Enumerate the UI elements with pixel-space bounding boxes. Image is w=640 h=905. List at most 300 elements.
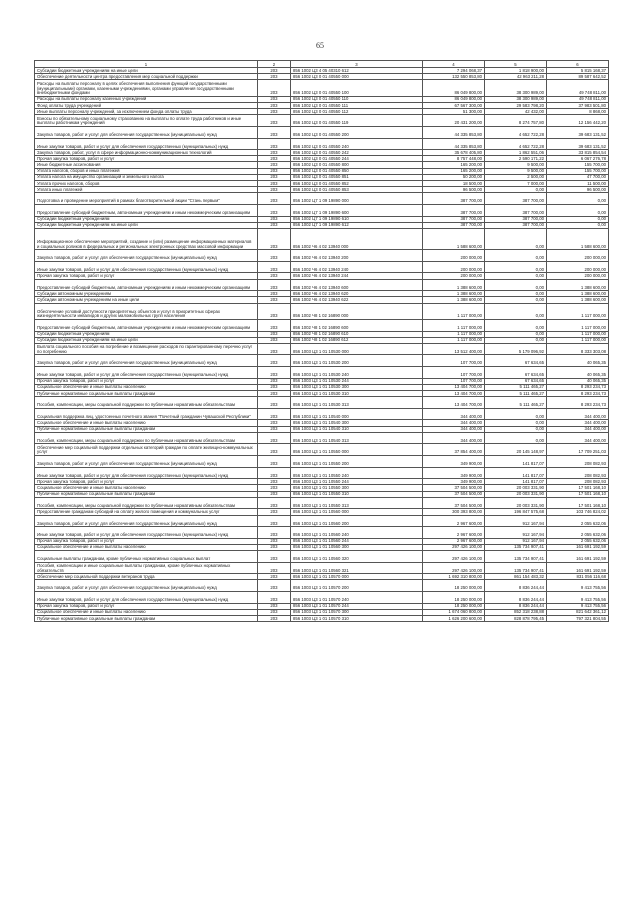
row-kbk-cell: 856 1002 Ц7 1 09 19890 612 (291, 222, 423, 228)
row-name-cell: Предоставление субсидий бюджетным, автономным учреждениям и иным некоммерческим организациям (35, 319, 258, 331)
row-approved-cell: 1 388 600,00 (423, 279, 485, 291)
row-code-cell: 203 (258, 527, 291, 539)
row-executed-cell: 141 817,07 (485, 455, 547, 467)
row-name-cell: Информационное обеспечение мероприятий, создание и (или) размещение информационных материалов и социальных роликов в федеральных и региональных электронных средствах массовой информации (35, 228, 258, 249)
table-row (35, 391, 609, 397)
table-row (35, 491, 609, 497)
row-approved-cell: 18 500,00 (423, 181, 485, 187)
row-remaining-cell: 17 501 168,10 (547, 497, 609, 509)
row-name-cell: Уплата налога на имущество организаций и земельного налога (35, 174, 258, 180)
row-name-cell: Закупка товаров, работ и услуг для обеспечения государственных (муниципальных) нужд (35, 126, 258, 138)
row-code-cell: 203 (258, 115, 291, 127)
column-number-6: 6 (547, 61, 609, 68)
row-executed-cell: 29 583 798,20 (485, 102, 547, 108)
row-executed-cell: 0,00 (485, 187, 547, 193)
row-kbk-cell: 856 1002 Ц3 0 01 40550 850 (291, 168, 423, 174)
table-row (35, 222, 609, 228)
row-remaining-cell: 1 117 000,00 (547, 303, 609, 319)
row-executed-cell: 42 963 211,28 (485, 74, 547, 80)
row-approved-cell: 13 404 700,00 (423, 384, 485, 390)
row-code-cell: 203 (258, 279, 291, 291)
row-approved-cell: 349 900,00 (423, 467, 485, 479)
row-remaining-cell: 200 000,00 (547, 250, 609, 262)
row-approved-cell: 37 504 500,00 (423, 485, 485, 491)
row-remaining-cell: 0,00 (547, 216, 609, 222)
row-remaining-cell: 8 293 234,73 (547, 397, 609, 409)
row-approved-cell: 7 294 068,37 (423, 68, 485, 74)
row-executed-cell: 5 179 096,92 (485, 343, 547, 355)
row-code-cell: 203 (258, 96, 291, 102)
row-approved-cell: 2 967 600,00 (423, 515, 485, 527)
row-name-cell: Обеспечение мер социальной поддержки ветеранов труда (35, 574, 258, 580)
row-name-cell: Социальное обеспечение и иные выплаты населению (35, 384, 258, 390)
row-kbk-cell: 856 1002 Ц3 0 01 40550 800 (291, 162, 423, 168)
row-remaining-cell: 1 388 600,00 (547, 297, 609, 303)
row-code-cell: 203 (258, 222, 291, 228)
row-executed-cell: 0,00 (485, 337, 547, 343)
row-code-cell: 203 (258, 193, 291, 205)
table-row (35, 250, 609, 262)
row-approved-cell: 344 400,00 (423, 432, 485, 444)
row-kbk-cell: 856 1002 Ц3 0 01 40550 100 (291, 80, 423, 96)
row-remaining-cell: 40 065,35 (547, 355, 609, 367)
row-kbk-cell: 856 1002 Ц3 4 05 40310 612 (291, 68, 423, 74)
row-executed-cell: 4 652 722,28 (485, 138, 547, 150)
row-executed-cell: 0,00 (485, 297, 547, 303)
row-executed-cell: 8 274 757,80 (485, 115, 547, 127)
row-kbk-cell: 856 1003 Ц3 1 01 10570 240 (291, 592, 423, 604)
row-executed-cell: 20 145 148,97 (485, 444, 547, 456)
row-code-cell: 203 (258, 479, 291, 485)
row-name-cell: Закупка товаров, работ, услуг в сфере информационно-коммуникационных технологий (35, 150, 258, 156)
row-remaining-cell: 49 748 811,00 (547, 80, 609, 96)
row-approved-cell: 200 000,00 (423, 261, 485, 273)
row-approved-cell: 1 117 000,00 (423, 319, 485, 331)
row-executed-cell: 38 300 989,00 (485, 96, 547, 102)
row-name-cell: Прочая закупка товаров, работ и услуг (35, 603, 258, 609)
row-name-cell: Иные закупки товаров, работ и услуг для обеспечения государственных (муниципальных) нужд (35, 592, 258, 604)
row-code-cell: 203 (258, 592, 291, 604)
row-kbk-cell: 856 1002 Ц3 0 01 40550 119 (291, 115, 423, 127)
row-approved-cell: 18 250 000,00 (423, 603, 485, 609)
table-body (35, 68, 609, 622)
row-approved-cell: 20 431 200,00 (423, 115, 485, 127)
row-approved-cell: 67 567 300,00 (423, 102, 485, 108)
row-approved-cell: 8 757 448,00 (423, 156, 485, 162)
row-kbk-cell: 856 1003 Ц3 1 01 10570 244 (291, 603, 423, 609)
table-row (35, 205, 609, 217)
row-code-cell: 203 (258, 319, 291, 331)
row-kbk-cell: 856 1002 Ц3 0 01 40550 110 (291, 96, 423, 102)
row-code-cell: 203 (258, 609, 291, 615)
row-name-cell: Субсидии бюджетным учреждениям на иные цели (35, 337, 258, 343)
row-executed-cell: 0,00 (485, 250, 547, 262)
row-remaining-cell: 6 067 276,78 (547, 156, 609, 162)
row-executed-cell: 9 500,00 (485, 168, 547, 174)
row-kbk-cell: 856 1002 Ч8 1 02 16890 610 (291, 331, 423, 337)
row-remaining-cell: 344 400,00 (547, 420, 609, 426)
row-name-cell: Расходы на выплаты персоналу казенных учреждений (35, 96, 258, 102)
column-number-5: 5 (485, 61, 547, 68)
row-name-cell: Уплата налогов, сборов и иных платежей (35, 168, 258, 174)
row-approved-cell: 165 200,00 (423, 162, 485, 168)
row-executed-cell: 67 634,65 (485, 367, 547, 379)
row-kbk-cell: 856 1003 Ц3 1 01 10560 320 (291, 551, 423, 563)
row-approved-cell: 297 426 100,00 (423, 551, 485, 563)
row-remaining-cell: 33 815 854,54 (547, 150, 609, 156)
row-kbk-cell: 856 1002 Ч6 4 02 13940 000 (291, 228, 423, 249)
row-remaining-cell: 40 065,35 (547, 367, 609, 379)
row-executed-cell: 0,00 (485, 291, 547, 297)
table-header (35, 61, 609, 68)
row-approved-cell: 165 200,00 (423, 168, 485, 174)
row-approved-cell: 37 854 400,00 (423, 444, 485, 456)
row-name-cell: Предоставление субсидий бюджетным, автономным учреждениям и иным некоммерческим организациям (35, 205, 258, 217)
row-executed-cell: 135 734 907,41 (485, 551, 547, 563)
row-executed-cell: 20 003 331,90 (485, 497, 547, 509)
row-remaining-cell: 2 055 632,06 (547, 515, 609, 527)
row-executed-cell: 5 111 465,27 (485, 384, 547, 390)
row-remaining-cell: 821 642 361,12 (547, 609, 609, 615)
row-name-cell: Иные закупки товаров, работ и услуг для обеспечения государственных (муниципальных) нужд (35, 527, 258, 539)
row-name-cell: Обеспечение мер социальной поддержки отдельных категорий граждан по оплате жилищно-коммунальных услуг (35, 444, 258, 456)
row-executed-cell: 42 432,00 (485, 109, 547, 115)
row-code-cell: 203 (258, 574, 291, 580)
row-remaining-cell: 11 500,00 (547, 181, 609, 187)
row-name-cell: Закупка товаров, работ и услуг для обеспечения государственных (муниципальных) нужд (35, 515, 258, 527)
row-code-cell: 203 (258, 303, 291, 319)
row-kbk-cell: 856 1003 Ц3 1 01 10530 310 (291, 391, 423, 397)
row-remaining-cell: 103 746 824,02 (547, 509, 609, 515)
row-approved-cell: 387 700,00 (423, 216, 485, 222)
row-executed-cell: 861 154 483,32 (485, 574, 547, 580)
row-approved-cell: 44 335 853,80 (423, 138, 485, 150)
row-code-cell: 203 (258, 367, 291, 379)
row-kbk-cell: 856 1003 Ц3 1 01 10540 000 (291, 408, 423, 420)
table-row (35, 580, 609, 592)
row-kbk-cell: 856 1003 Ц3 1 01 10530 000 (291, 343, 423, 355)
row-code-cell: 203 (258, 102, 291, 108)
row-executed-cell: 5 111 465,27 (485, 397, 547, 409)
row-approved-cell: 1 588 600,00 (423, 228, 485, 249)
row-approved-cell: 44 335 853,80 (423, 126, 485, 138)
row-kbk-cell: 856 1003 Ц3 1 01 10550 300 (291, 485, 423, 491)
row-executed-cell: 0,00 (485, 228, 547, 249)
row-code-cell: 203 (258, 174, 291, 180)
row-name-cell: Обеспечение условий доступности приоритетных объектов и услуг в приоритетных сферах жизнедеятельности инвалидов и других маломобильных групп населения (35, 303, 258, 319)
table-row (35, 444, 609, 456)
row-executed-cell: 196 847 575,68 (485, 509, 547, 515)
row-remaining-cell: 344 400,00 (547, 426, 609, 432)
row-code-cell: 203 (258, 497, 291, 509)
row-executed-cell: 387 700,00 (485, 222, 547, 228)
row-kbk-cell: 856 1002 Ц3 0 01 40550 244 (291, 156, 423, 162)
table-row (35, 150, 609, 156)
page-number: 65 (316, 41, 324, 50)
row-name-cell: Публичные нормативные социальные выплаты гражданам (35, 426, 258, 432)
row-executed-cell: 8 836 244,44 (485, 592, 547, 604)
row-remaining-cell: 8 293 234,73 (547, 391, 609, 397)
row-name-cell: Прочая закупка товаров, работ и услуг (35, 538, 258, 544)
row-kbk-cell: 856 1003 Ц3 1 01 10560 240 (291, 527, 423, 539)
row-executed-cell: 135 734 907,41 (485, 562, 547, 574)
row-code-cell: 203 (258, 384, 291, 390)
table-row (35, 303, 609, 319)
row-kbk-cell: 856 1002 Ц3 0 01 40550 200 (291, 126, 423, 138)
row-code-cell: 203 (258, 355, 291, 367)
row-remaining-cell: 344 400,00 (547, 432, 609, 444)
table-row (35, 609, 609, 615)
row-name-cell: Пособия, компенсации, меры социальной поддержки по публичным нормативным обязательствам (35, 497, 258, 509)
row-name-cell: Подготовка и проведение мероприятий в рамках благотворительной акции "Стань первым" (35, 193, 258, 205)
row-approved-cell: 86 049 800,00 (423, 80, 485, 96)
row-kbk-cell: 856 1003 Ц3 1 01 10550 200 (291, 455, 423, 467)
row-approved-cell: 18 250 000,00 (423, 580, 485, 592)
row-remaining-cell: 39 683 131,52 (547, 126, 609, 138)
row-code-cell: 203 (258, 408, 291, 420)
row-approved-cell: 18 250 000,00 (423, 592, 485, 604)
row-code-cell: 203 (258, 515, 291, 527)
row-approved-cell: 1 117 000,00 (423, 337, 485, 343)
row-executed-cell: 67 634,65 (485, 378, 547, 384)
table-row (35, 467, 609, 479)
row-approved-cell: 344 400,00 (423, 426, 485, 432)
row-kbk-cell: 856 1003 Ц3 1 01 10530 200 (291, 355, 423, 367)
table-row (35, 574, 609, 580)
row-executed-cell: 0,00 (485, 303, 547, 319)
table-row (35, 551, 609, 563)
row-remaining-cell: 49 748 811,00 (547, 96, 609, 102)
row-executed-cell: 852 318 238,88 (485, 609, 547, 615)
row-remaining-cell: 0,00 (547, 222, 609, 228)
row-name-cell: Уплата прочих налогов, сборов (35, 181, 258, 187)
row-kbk-cell: 856 1003 Ц3 1 01 10530 240 (291, 367, 423, 379)
row-remaining-cell: 1 117 000,00 (547, 331, 609, 337)
row-executed-cell: 20 003 331,90 (485, 491, 547, 497)
row-kbk-cell: 856 1002 Ч8 1 02 16890 612 (291, 337, 423, 343)
row-remaining-cell: 831 056 116,68 (547, 574, 609, 580)
table-row (35, 115, 609, 127)
row-executed-cell: 2 590 171,22 (485, 156, 547, 162)
table-row (35, 279, 609, 291)
row-code-cell: 203 (258, 216, 291, 222)
row-name-cell: Социальные выплаты гражданам, кроме публичных нормативных социальных выплат (35, 551, 258, 563)
row-remaining-cell: 0,00 (547, 205, 609, 217)
table-row (35, 138, 609, 150)
row-kbk-cell: 856 1003 Ц3 1 01 10550 240 (291, 467, 423, 479)
row-executed-cell: 0,00 (485, 261, 547, 273)
row-name-cell: Социальная поддержка лиц, удостоенных почетного звания "Почетный гражданин Чувашской Республики" (35, 408, 258, 420)
row-remaining-cell: 155 700,00 (547, 162, 609, 168)
row-kbk-cell: 856 1002 Ц3 0 01 40550 240 (291, 138, 423, 150)
column-number-4: 4 (423, 61, 485, 68)
row-approved-cell: 50 200,00 (423, 174, 485, 180)
row-code-cell: 203 (258, 291, 291, 297)
row-name-cell: Прочая закупка товаров, работ и услуг (35, 273, 258, 279)
row-name-cell: Пособия, компенсации, меры социальной поддержки по публичным нормативным обязательствам (35, 397, 258, 409)
row-remaining-cell: 1 588 600,00 (547, 228, 609, 249)
row-remaining-cell: 208 082,93 (547, 467, 609, 479)
row-kbk-cell: 856 1003 Ц3 1 01 10550 000 (291, 444, 423, 456)
row-approved-cell: 200 000,00 (423, 250, 485, 262)
row-code-cell: 203 (258, 444, 291, 456)
row-kbk-cell: 856 1003 Ц3 1 01 10560 244 (291, 538, 423, 544)
table-row (35, 367, 609, 379)
row-code-cell: 203 (258, 150, 291, 156)
row-kbk-cell: 856 1002 Ч6 4 02 13940 240 (291, 261, 423, 273)
row-code-cell: 203 (258, 168, 291, 174)
row-name-cell: Социальное обеспечение и иные выплаты населению (35, 420, 258, 426)
row-code-cell: 203 (258, 616, 291, 622)
row-name-cell: Субсидии бюджетным учреждениям на иные цели (35, 68, 258, 74)
row-executed-cell: 7 000,00 (485, 181, 547, 187)
row-executed-cell: 387 700,00 (485, 193, 547, 205)
row-remaining-cell: 5 815 168,37 (547, 68, 609, 74)
row-remaining-cell: 200 000,00 (547, 261, 609, 273)
row-kbk-cell: 856 1003 Ц3 1 01 10540 313 (291, 432, 423, 444)
row-kbk-cell: 856 1003 Ц3 1 01 10560 300 (291, 544, 423, 550)
row-code-cell: 203 (258, 378, 291, 384)
row-approved-cell: 200 000,00 (423, 273, 485, 279)
row-remaining-cell: 200 000,00 (547, 273, 609, 279)
table-row (35, 193, 609, 205)
row-name-cell: Иные закупки товаров, работ и услуг для обеспечения государственных (муниципальных) нужд (35, 467, 258, 479)
row-code-cell: 203 (258, 509, 291, 515)
row-approved-cell: 1 117 000,00 (423, 331, 485, 337)
row-kbk-cell: 856 1002 Ц7 1 09 19890 000 (291, 193, 423, 205)
row-approved-cell: 107 700,00 (423, 355, 485, 367)
row-code-cell: 203 (258, 337, 291, 343)
row-approved-cell: 2 967 600,00 (423, 538, 485, 544)
row-remaining-cell: 17 709 251,03 (547, 444, 609, 456)
row-code-cell: 203 (258, 109, 291, 115)
table-row (35, 527, 609, 539)
row-code-cell: 203 (258, 187, 291, 193)
row-executed-cell: 912 167,94 (485, 527, 547, 539)
row-executed-cell: 0,00 (485, 273, 547, 279)
row-name-cell: Иные бюджетные ассигнования (35, 162, 258, 168)
row-kbk-cell: 856 1003 Ц3 1 01 10560 200 (291, 515, 423, 527)
row-remaining-cell: 89 587 642,52 (547, 74, 609, 80)
row-executed-cell: 387 700,00 (485, 216, 547, 222)
row-remaining-cell: 208 082,93 (547, 479, 609, 485)
row-code-cell: 203 (258, 551, 291, 563)
row-code-cell: 203 (258, 80, 291, 96)
row-code-cell: 203 (258, 343, 291, 355)
row-remaining-cell: 9 413 755,56 (547, 580, 609, 592)
row-code-cell: 203 (258, 485, 291, 491)
row-kbk-cell: 856 1002 Ц3 0 01 40550 852 (291, 181, 423, 187)
table-row (35, 397, 609, 409)
row-kbk-cell: 856 1002 Ц3 0 01 40550 242 (291, 150, 423, 156)
row-kbk-cell: 856 1003 Ц3 1 01 10570 300 (291, 609, 423, 615)
table-row (35, 515, 609, 527)
row-approved-cell: 1 692 310 800,00 (423, 574, 485, 580)
row-executed-cell: 0,00 (485, 432, 547, 444)
table-row (35, 96, 609, 102)
row-executed-cell: 0,00 (485, 279, 547, 291)
row-approved-cell: 1 388 600,00 (423, 297, 485, 303)
row-executed-cell: 387 700,00 (485, 205, 547, 217)
row-approved-cell: 13 512 400,00 (423, 343, 485, 355)
row-approved-cell: 1 674 060 800,00 (423, 609, 485, 615)
row-name-cell: Субсидии бюджетным учреждениям (35, 216, 258, 222)
row-remaining-cell: 8 868,00 (547, 109, 609, 115)
row-code-cell: 203 (258, 467, 291, 479)
row-remaining-cell: 8 333 303,08 (547, 343, 609, 355)
row-kbk-cell: 856 1003 Ц3 1 01 10550 313 (291, 497, 423, 509)
row-executed-cell: 5 111 465,27 (485, 391, 547, 397)
row-approved-cell: 1 117 000,00 (423, 303, 485, 319)
row-name-cell: Социальное обеспечение и иные выплаты населению (35, 544, 258, 550)
row-executed-cell: 8 836 244,44 (485, 603, 547, 609)
table-row (35, 455, 609, 467)
row-kbk-cell: 856 1002 Ч8 1 02 16890 000 (291, 303, 423, 319)
column-number-3: 3 (291, 61, 423, 68)
row-name-cell: Закупка товаров, работ и услуг для обеспечения государственных (муниципальных) нужд (35, 355, 258, 367)
row-name-cell: Публичные нормативные социальные выплаты гражданам (35, 391, 258, 397)
row-executed-cell: 38 300 989,00 (485, 80, 547, 96)
row-approved-cell: 387 700,00 (423, 205, 485, 217)
row-name-cell: Субсидии автономным учреждениям (35, 291, 258, 297)
row-name-cell: Фонд оплаты труда учреждений (35, 102, 258, 108)
table-row (35, 384, 609, 390)
row-remaining-cell: 797 321 804,55 (547, 616, 609, 622)
row-approved-cell: 13 404 700,00 (423, 397, 485, 409)
row-approved-cell: 349 900,00 (423, 455, 485, 467)
row-remaining-cell: 47 700,00 (547, 174, 609, 180)
row-name-cell: Публичные нормативные социальные выплаты гражданам (35, 616, 258, 622)
row-remaining-cell: 9 413 755,56 (547, 603, 609, 609)
row-executed-cell: 0,00 (485, 331, 547, 337)
row-kbk-cell: 856 1002 Ч6 4 02 13940 622 (291, 297, 423, 303)
row-approved-cell: 349 900,00 (423, 479, 485, 485)
row-remaining-cell: 8 293 234,73 (547, 384, 609, 390)
budget-execution-table (34, 60, 609, 622)
row-remaining-cell: 40 065,35 (547, 378, 609, 384)
row-remaining-cell: 1 388 600,00 (547, 279, 609, 291)
row-executed-cell: 9 500,00 (485, 162, 547, 168)
row-remaining-cell: 2 055 632,06 (547, 538, 609, 544)
row-executed-cell: 1 862 551,06 (485, 150, 547, 156)
row-approved-cell: 35 678 405,80 (423, 150, 485, 156)
row-kbk-cell: 856 1002 Ч6 4 02 13940 200 (291, 250, 423, 262)
row-approved-cell: 344 400,00 (423, 420, 485, 426)
row-kbk-cell: 856 1002 Ч6 4 02 13940 620 (291, 291, 423, 297)
row-executed-cell: 2 500,00 (485, 174, 547, 180)
row-approved-cell: 86 049 800,00 (423, 96, 485, 102)
row-name-cell: Прочая закупка товаров, работ и услуг (35, 479, 258, 485)
row-approved-cell: 37 504 500,00 (423, 497, 485, 509)
row-approved-cell: 297 426 100,00 (423, 562, 485, 574)
row-name-cell: Расходы на выплаты персоналу в целях обеспечения выполнения функций государственными (муниципальными) органами, казенными учреждениями, органами управления государственными внебюджетными фондами (35, 80, 258, 96)
row-approved-cell: 132 550 853,80 (423, 74, 485, 80)
row-code-cell: 203 (258, 138, 291, 150)
row-name-cell: Субсидии бюджетным учреждениям на иные цели (35, 222, 258, 228)
row-code-cell: 203 (258, 426, 291, 432)
row-kbk-cell: 856 1003 Ц3 1 01 10540 300 (291, 420, 423, 426)
row-remaining-cell: 0,00 (547, 193, 609, 205)
row-kbk-cell: 856 1003 Ц3 1 01 10570 200 (291, 580, 423, 592)
column-number-2: 2 (258, 61, 291, 68)
table-row (35, 261, 609, 273)
table-row (35, 74, 609, 80)
row-remaining-cell: 155 700,00 (547, 168, 609, 174)
row-kbk-cell: 856 1003 Ц3 1 01 10530 244 (291, 378, 423, 384)
row-remaining-cell: 161 691 192,59 (547, 544, 609, 550)
row-remaining-cell: 208 082,93 (547, 455, 609, 467)
row-name-cell: Субсидии бюджетным учреждениям (35, 331, 258, 337)
